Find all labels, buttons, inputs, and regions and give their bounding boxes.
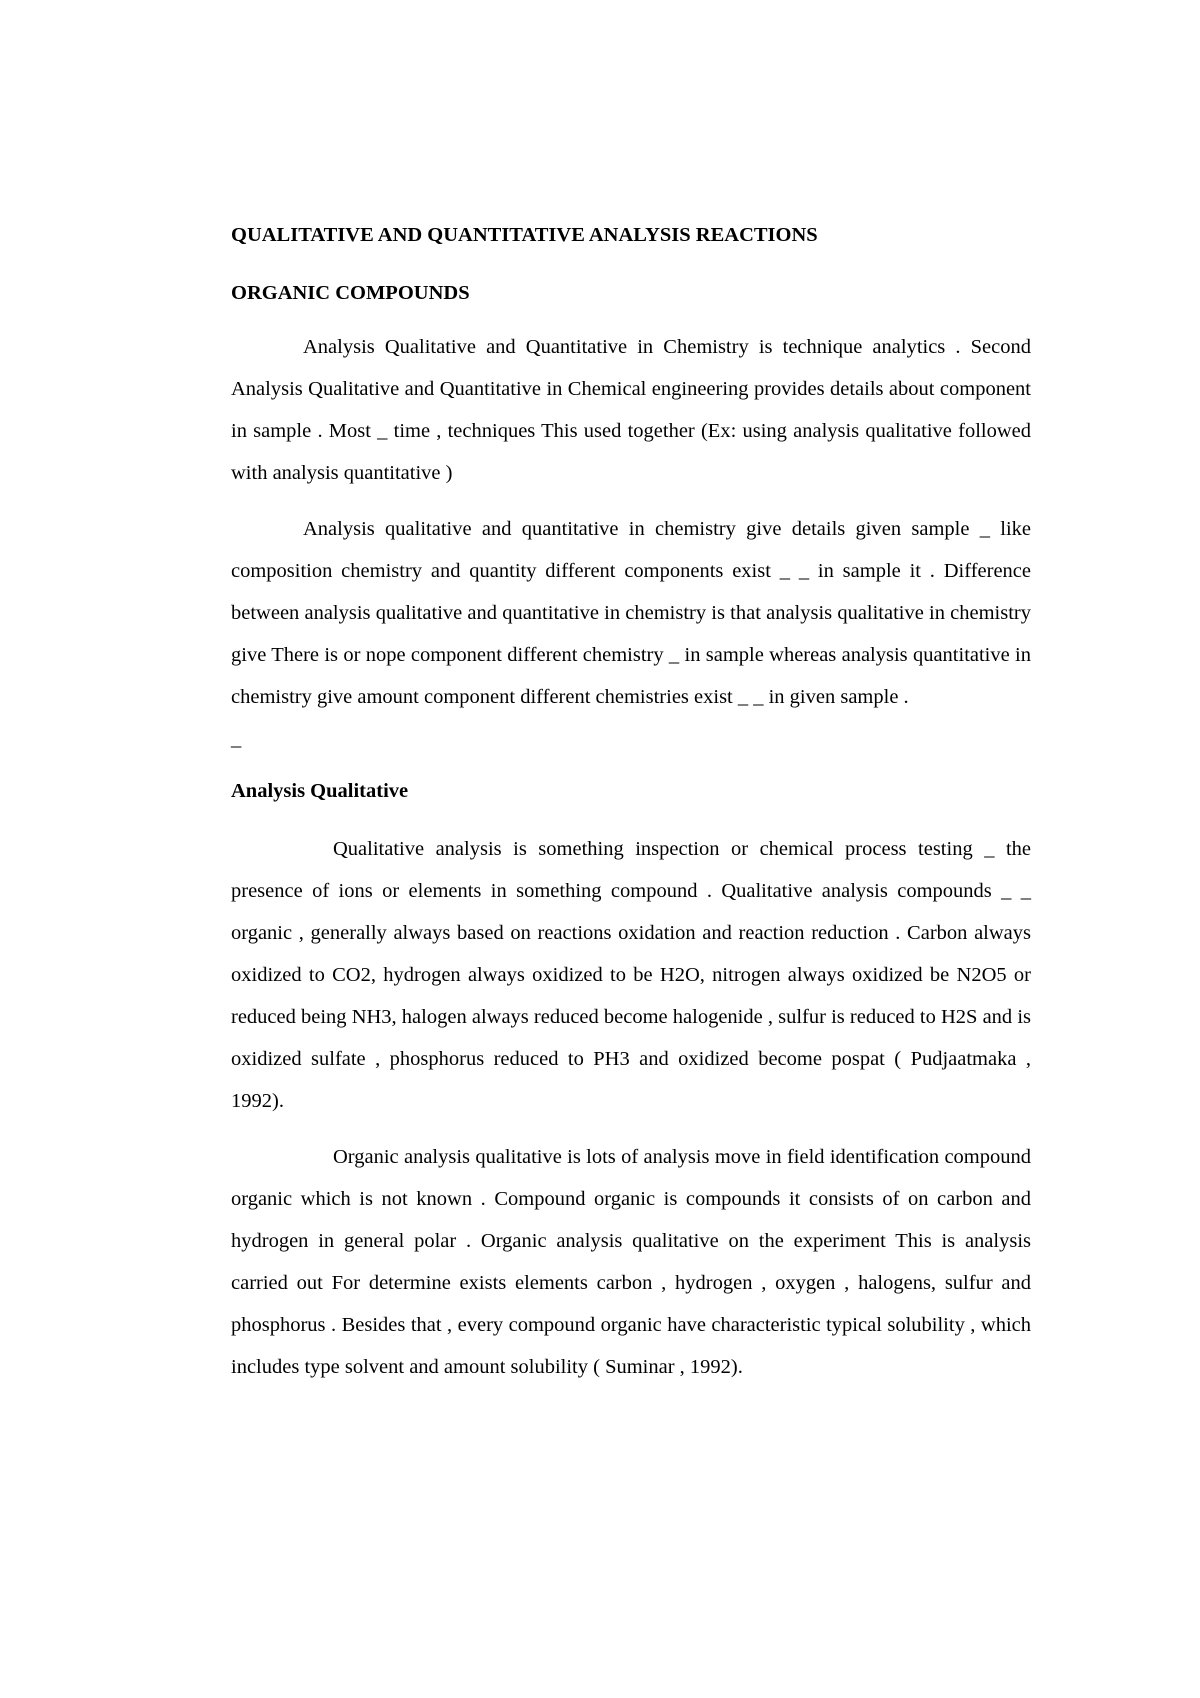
document-body xyxy=(231,222,1031,1388)
paragraph-organic: Organic analysis qualitative is lots of analysis move in field identification compound organic which is not known . Compound organic is compounds it consists of on carbon and hydrogen in general polar . Organic analysis qualitative on the experiment This is analysis carried out For determine exists elements carbon , hydrogen , oxygen , halogens, sulfur and phosphorus . Besides that , every compound organic have characteristic typical solubility , which includes type solvent and amount solubility ( Suminar , 1992). xyxy=(231,1146,1031,1378)
paragraph-intro: Analysis Qualitative and Quantitative in Chemistry is technique analytics . Second Analysis Qualitative and Quantitative in Chemical engineering provides details about component in sample . Most _ time , techniques This used together (Ex: using analysis qualitative followed with analysis quantitative ) xyxy=(231,336,1031,484)
separator-mark: _ xyxy=(231,728,242,750)
document-subtitle: ORGANIC COMPOUNDS xyxy=(231,282,470,304)
document-title: QUALITATIVE AND QUANTITATIVE ANALYSIS REACTIONS xyxy=(231,224,818,246)
paragraph-difference: Analysis qualitative and quantitative in chemistry give details given sample _ like composition chemistry and quantity different components exist _ _ in sample it . Difference between analysis qualitative and quantitative in chemistry is that analysis qualitative in chemistry give There is or nope component different chemistry _ in sample whereas analysis quantitative in chemistry give amount component different chemistries exist _ _ in given sample . xyxy=(231,518,1031,708)
paragraph-qualitative: Qualitative analysis is something inspection or chemical process testing _ the presence of ions or elements in something compound . Qualitative analysis compounds _ _ organic , generally always based on reactions oxidation and reaction reduction . Carbon always oxidized to CO2, hydrogen always oxidized to be H2O, nitrogen always oxidized be N2O5 or reduced being NH3, halogen always reduced become halogenide , sulfur is reduced to H2S and is oxidized sulfate , phosphorus reduced to PH3 and oxidized become pospat ( Pudjaatmaka , 1992). xyxy=(231,838,1031,1112)
section-heading: Analysis Qualitative xyxy=(231,780,409,802)
